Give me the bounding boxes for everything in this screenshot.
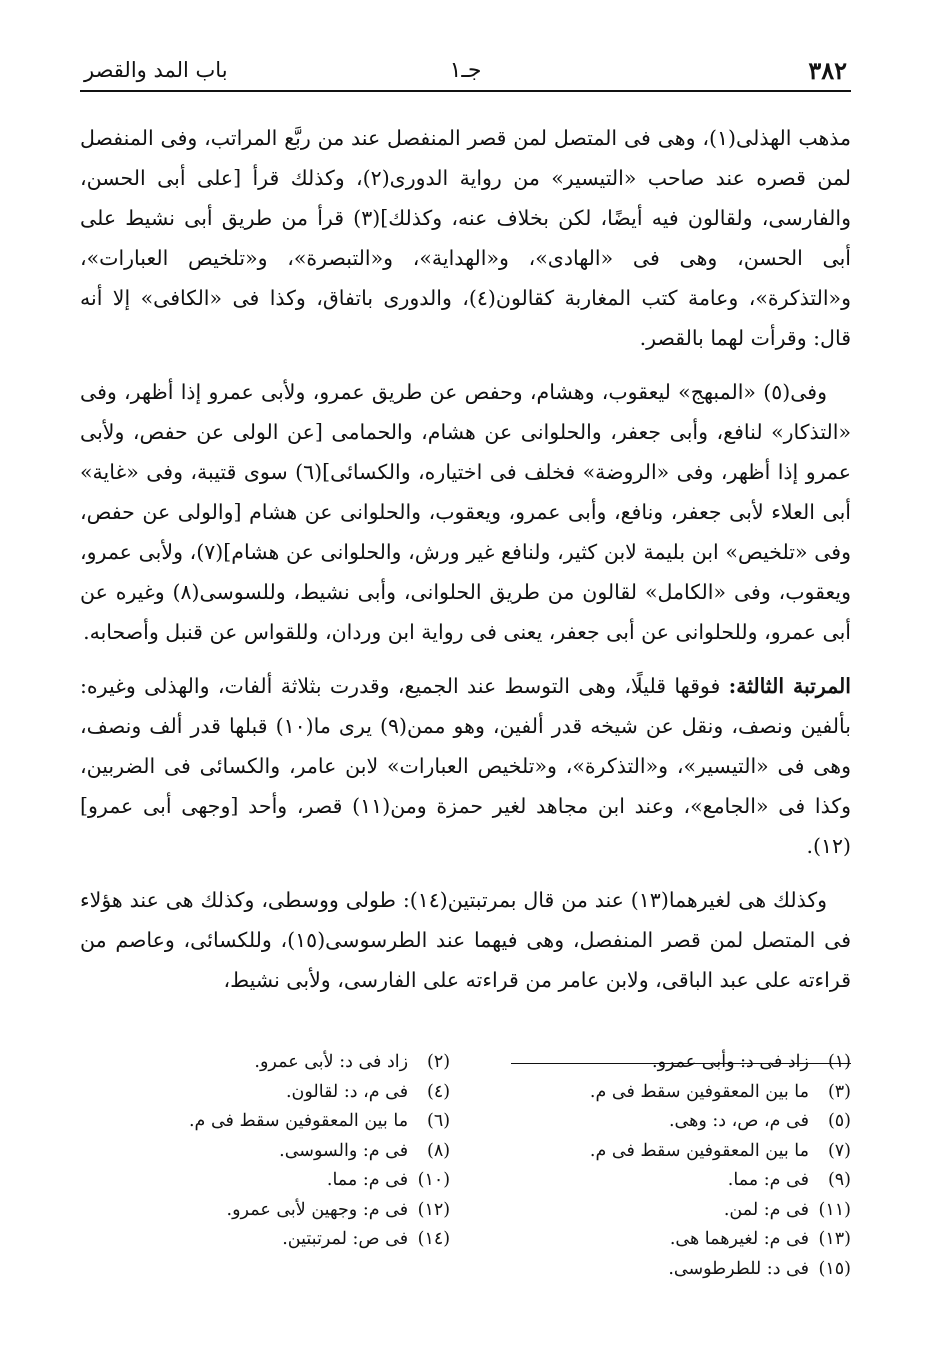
footnote-number: (٣) xyxy=(827,1081,851,1102)
footnote-text: فى د: للطرطوسى. xyxy=(668,1258,809,1279)
footnote-text: زاد فى د: وأبى عمرو. xyxy=(652,1052,809,1072)
footnote xyxy=(481,1225,851,1255)
footnote-text: فى ص: لمرتبتين. xyxy=(282,1229,409,1249)
footnote-number: (١٢) xyxy=(417,1199,451,1220)
footnote-text: فى م: والسوسى. xyxy=(279,1140,409,1161)
paragraph: مذهب الهذلى(١)، وهى فى المتصل لمن قصر المنفصل عند من ربَّع المراتب، وفى المنفصل لمن قصره عند صاحب «التيسير» من رواية الدورى(٢)، وكذلك قرأ [على أبى الحسن، والفارسى، ولقالون فيه أيضًا، لكن بخلاف عنه، وكذلك](٣) قرأ من طريق أبى نشيط على أبى الحسن، وهى فى «الهادى»، و«الهداية»، و«التبصرة»، و«تلخيص العبارات»، و«التذكرة»، وعامة كتب المغاربة كقالون(٤)، والدورى باتفاق، وكذا فى «الكافى» إلا أنه قال: وقرأت لهما بالقصر. xyxy=(80,126,851,350)
footnotes-right-column xyxy=(481,1048,851,1284)
footnote xyxy=(481,1137,851,1167)
paragraph-text: فوقها قليلًا، وهى التوسط عند الجميع، وقدرت بثلاثة ألفات، والهذلى وغيره: بألفين ونصف، ونقل عن شيخه قدر ألفين، وهو ممن(٩) يرى ما(١٠) قبلها قدر ألف ونصف، وهى فى «التيسير»، و«التذكرة»، و«تلخيص العبارات» لابن عامر، والكسائى فى الضربين، وكذا فى «الجامع»، وعند ابن مجاهد لغير حمزة ومن(١١) قصر، وأحد [وجهى أبى عمرو](١٢). xyxy=(80,674,852,858)
footnote xyxy=(80,1107,450,1137)
footnote-text: فى م: مما. xyxy=(326,1170,409,1190)
footnote xyxy=(481,1166,851,1196)
footnote-number: (٢) xyxy=(427,1052,451,1072)
footnote-text: فى م: لغيرهما هى. xyxy=(669,1229,809,1249)
footnote-text: فى م، ص، د: وهى. xyxy=(668,1111,809,1131)
footnote-text: فى م: مما. xyxy=(727,1170,809,1190)
footnotes-left-column xyxy=(80,1048,450,1284)
footnote xyxy=(481,1255,851,1285)
footnote-number: (١٣) xyxy=(818,1229,851,1249)
footnote-number: (٦) xyxy=(427,1111,451,1131)
page-number: ٣٨٢ xyxy=(808,56,847,85)
footnote-text: فى م، د: لقالون. xyxy=(285,1081,409,1102)
footnote xyxy=(80,1225,450,1255)
footnote-text: ما بين المعقوفين سقط فى م. xyxy=(188,1111,409,1131)
footnote-number: (١٠) xyxy=(417,1170,451,1190)
footnote xyxy=(481,1196,851,1226)
footnote-number: (١) xyxy=(827,1052,851,1072)
footnote-text: فى م: وجهين لأبى عمرو. xyxy=(226,1199,409,1220)
footnote xyxy=(80,1166,450,1196)
volume-label: جـ١ xyxy=(449,58,482,83)
footnotes xyxy=(80,1048,851,1284)
footnote xyxy=(80,1196,450,1226)
footnote xyxy=(481,1048,851,1078)
main-text xyxy=(80,118,851,1000)
paragraph: وكذلك هى لغيرهما(١٣) عند من قال بمرتبتين(١٤): طولى ووسطى، وكذلك هى عند هؤلاء فى المتصل لمن قصر المنفصل، وهى فيهما عند الطرسوسى(١٥)، وللكسائى، وعاصم من قراءته على عبد الباقى، ولابن عامر من قراءته على الفارسى، ولأبى نشيط، xyxy=(80,888,852,992)
footnote-text: فى م: لمن. xyxy=(723,1199,809,1220)
footnote-text: ما بين المعقوفين سقط فى م. xyxy=(589,1140,809,1161)
running-header xyxy=(80,50,851,92)
footnote-text: ما بين المعقوفين سقط فى م. xyxy=(589,1081,809,1102)
book-page xyxy=(80,50,851,1329)
footnote-number: (١٤) xyxy=(417,1229,451,1249)
footnote-number: (٤) xyxy=(427,1081,451,1102)
chapter-title: باب المد والقصر xyxy=(84,58,228,82)
footnote-number: (٧) xyxy=(827,1140,851,1161)
footnote xyxy=(80,1048,450,1078)
footnote-number: (٥) xyxy=(827,1111,851,1131)
footnote-number: (٩) xyxy=(827,1170,851,1190)
footnote xyxy=(481,1107,851,1137)
footnote-text: زاد فى د: لأبى عمرو. xyxy=(254,1052,409,1072)
footnote-number: (٨) xyxy=(427,1140,451,1161)
footnote-number: (١١) xyxy=(818,1199,851,1220)
paragraph: وفى(٥) «المبهج» ليعقوب، وهشام، وحفص عن طريق عمرو، ولأبى عمرو إذا أظهر، وفى «التذكار» لنافع، وأبى جعفر، والحلوانى عن هشام، والحمامى [عن الولى عن حفص، ولأبى عمرو إذا أظهر، وفى «الروضة» فخلف فى اختياره، والكسائى](٦) سوى قتيبة، وفى «غاية» أبى العلاء لأبى جعفر، ونافع، وأبى عمرو، ويعقوب، والحلوانى عن هشام [والولى عن حفص، وفى «تلخيص» ابن بليمة لابن كثير، ولنافع غير ورش، والحلوانى عن هشام](٧)، ولأبى عمرو، ويعقوب، وفى «الكامل» لقالون من طريق الحلوانى، وأبى نشيط، وللسوسى(٨) وغيره عن أبى عمرو، وللحلوانى عن أبى جعفر، يعنى فى رواية ابن وردان، وللقواس عن قنبل وأصحابه. xyxy=(80,380,851,644)
paragraph xyxy=(80,666,851,866)
section-lead: المرتبة الثالثة: xyxy=(728,674,851,698)
footnote-number: (١٥) xyxy=(818,1258,851,1279)
footnote xyxy=(481,1078,851,1108)
footnote xyxy=(80,1137,450,1167)
footnote xyxy=(80,1078,450,1108)
